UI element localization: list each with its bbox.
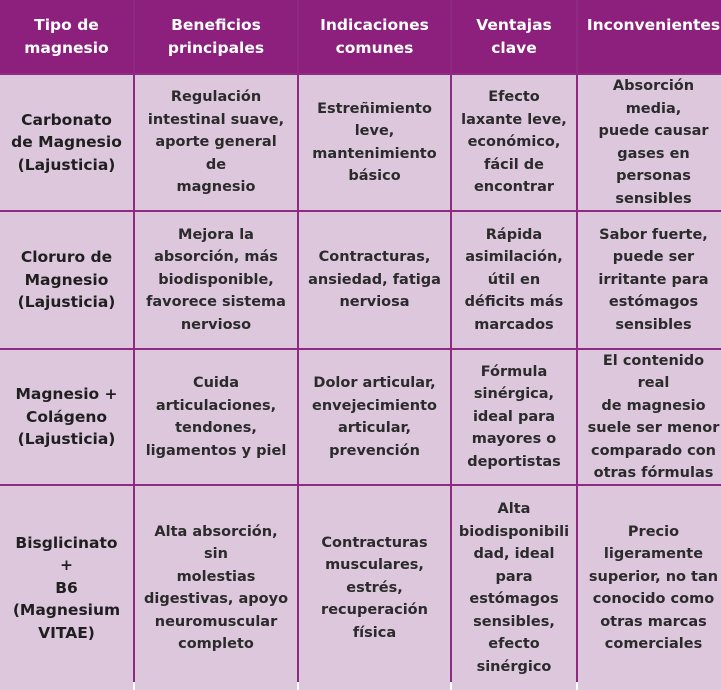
row-3-ventajas: Fórmula sinérgica, ideal para mayores o deportistas	[452, 350, 576, 484]
row-1-inconvenientes: Absorción media, puede causar gases en personas sensibles	[578, 75, 721, 210]
row-3-beneficios: Cuida articulaciones, tendones, ligamentos y piel	[135, 350, 297, 484]
header-indicaciones: Indicaciones comunes	[299, 0, 450, 73]
row-1-beneficios: Regulación intestinal suave, aporte general de magnesio	[135, 75, 297, 210]
row-1-tipo: Carbonato de Magnesio (Lajusticia)	[0, 75, 133, 210]
row-2-beneficios: Mejora la absorción, más biodisponible, favorece sistema nervioso	[135, 212, 297, 348]
row-4-indicaciones: Contracturas musculares, estrés, recuperación física	[299, 486, 450, 690]
row-1-ventajas: Efecto laxante leve, económico, fácil de encontrar	[452, 75, 576, 210]
row-1-indicaciones: Estreñimiento leve, mantenimiento básico	[299, 75, 450, 210]
row-2-tipo: Cloruro de Magnesio (Lajusticia)	[0, 212, 133, 348]
header-beneficios: Beneficios principales	[135, 0, 297, 73]
row-4-ventajas: Alta biodisponibili dad, ideal para estómagos sensibles, efecto sinérgico	[452, 486, 576, 690]
row-2-ventajas: Rápida asimilación, útil en déficits más marcados	[452, 212, 576, 348]
row-2-indicaciones: Contracturas, ansiedad, fatiga nerviosa	[299, 212, 450, 348]
header-inconvenientes: Inconvenientes	[578, 0, 721, 73]
row-4-beneficios: Alta absorción, sin molestias digestivas, apoyo neuromuscular completo	[135, 486, 297, 690]
row-4-inconvenientes: Precio ligeramente superior, no tan conocido como otras marcas comerciales	[578, 486, 721, 690]
row-4-tipo: Bisglicinato + B6 (Magnesium VITAE)	[0, 486, 133, 690]
row-2-inconvenientes: Sabor fuerte, puede ser irritante para estómagos sensibles	[578, 212, 721, 348]
row-3-indicaciones: Dolor articular, envejecimiento articular, prevención	[299, 350, 450, 484]
header-ventajas: Ventajas clave	[452, 0, 576, 73]
row-3-tipo: Magnesio + Colágeno (Lajusticia)	[0, 350, 133, 484]
row-3-inconvenientes: El contenido real de magnesio suele ser menor comparado con otras fórmulas	[578, 350, 721, 484]
header-tipo: Tipo de magnesio	[0, 0, 133, 73]
